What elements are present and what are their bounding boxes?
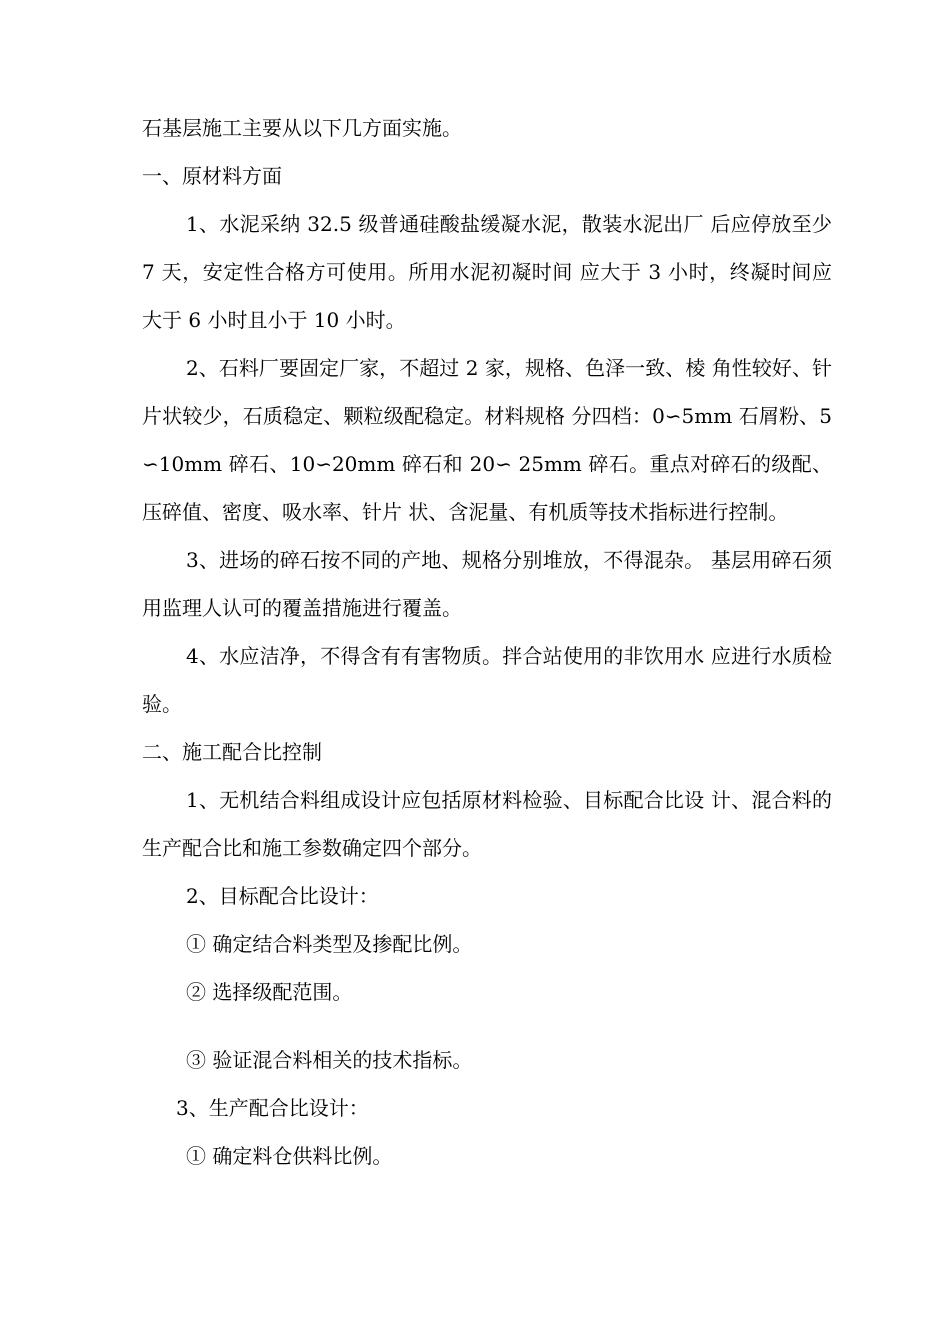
section-heading-raw-materials: 一、原材料方面 — [142, 164, 282, 188]
paragraph-cement: 1、水泥采纳 32.5 级普通硅酸盐缓凝水泥，散装水泥出厂 后应停放至少 7 天，安定性合格方可使用。所用水泥初凝时间 应大于 3 小时，终凝时间应大于 6 小时且小于 10 小时。 — [142, 212, 832, 332]
paragraph-aggregate: 2、石料厂要固定厂家，不超过 2 家，规格、色泽一致、棱 角性较好、针片状较少，石质稳定、颗粒级配稳定。材料规格 分四档：0∽5mm 石屑粉、5∽10mm 碎石、10∽20mm 碎石和 20∽ 25mm 碎石。重点对碎石的级配、压碎值、密度、吸水率、针片 状、含泥量、有机质等技术指标进行控制。 — [142, 356, 832, 524]
paragraph-stockpile: 3、进场的碎石按不同的产地、规格分别堆放，不得混杂。 基层用碎石须用监理人认可的覆盖措施进行覆盖。 — [142, 548, 832, 620]
document-body — [142, 104, 832, 1180]
intro-line: 石基层施工主要从以下几方面实施。 — [142, 116, 462, 140]
list-item-gradation: ② 选择级配范围。 — [186, 980, 353, 1004]
list-item-binder-type: ① 确定结合料类型及掺配比例。 — [186, 932, 473, 956]
section-heading-mix-ratio: 二、施工配合比控制 — [142, 740, 322, 764]
list-item-bin-ratio: ① 确定料仓供料比例。 — [186, 1144, 393, 1168]
paragraph-production-mix: 3、生产配合比设计： — [176, 1096, 369, 1120]
paragraph-mix-design: 1、无机结合料组成设计应包括原材料检验、目标配合比设 计、混合料的生产配合比和施工参数确定四个部分。 — [142, 788, 832, 860]
paragraph-water: 4、水应洁净，不得含有有害物质。拌合站使用的非饮用水 应进行水质检验。 — [142, 644, 832, 716]
paragraph-target-mix: 2、目标配合比设计： — [186, 884, 379, 908]
list-item-verify: ③ 验证混合料相关的技术指标。 — [186, 1048, 473, 1072]
spacer — [142, 1016, 832, 1036]
